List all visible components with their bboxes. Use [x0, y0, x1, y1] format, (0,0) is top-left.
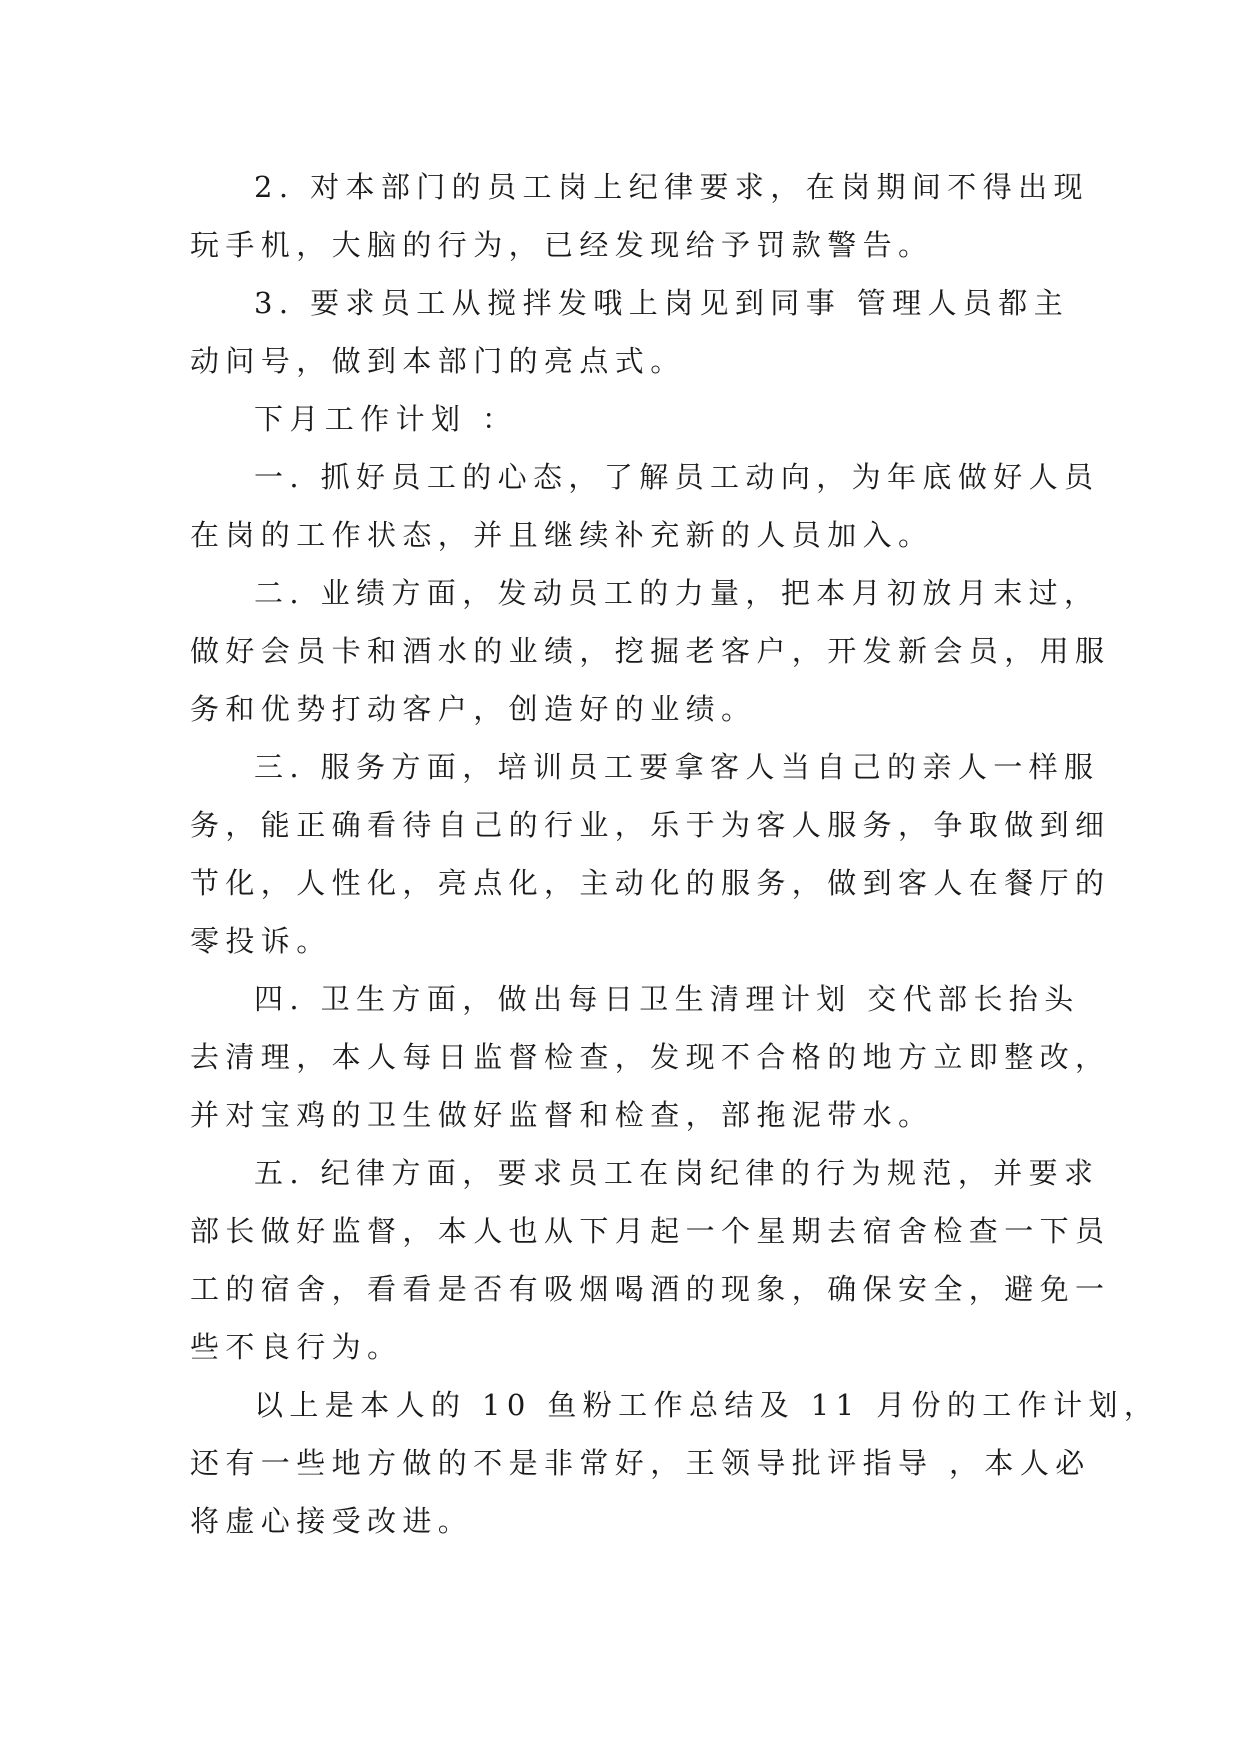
text-line: 四. 卫生方面，做出每日卫生清理计划 交代部长抬头 [254, 982, 1080, 1016]
text-line: 3. 要求员工从搅拌发哦上岗见到同事 管理人员都主 [254, 286, 1070, 320]
paragraph-plan-performance [190, 564, 1111, 738]
text-line: 一. 抓好员工的心态，了解员工动向，为年底做好人员 [254, 460, 1100, 494]
text-line: 还有一些地方做的不是非常好，王领导批评指导 ，本人必 [190, 1446, 1091, 1480]
paragraph-plan-hygiene [190, 970, 1111, 1144]
text-line: 动问号，做到本部门的亮点式。 [190, 344, 686, 378]
text-line: 将虚心接受改进。 [190, 1504, 474, 1538]
text-line: 去清理，本人每日监督检查，发现不合格的地方立即整改， [190, 1040, 1111, 1074]
text-line: 在岗的工作状态，并且继续补充新的人员加入。 [190, 518, 934, 552]
text-line: 节化，人性化，亮点化，主动化的服务，做到客人在餐厅的 [190, 866, 1111, 900]
text-line: 二. 业绩方面，发动员工的力量，把本月初放月末过， [254, 576, 1100, 610]
text-line: 玩手机，大脑的行为，已经发现给予罚款警告。 [190, 228, 934, 262]
text-line: 务和优势打动客户，创造好的业绩。 [190, 692, 757, 726]
text-line: 工的宿舍，看看是否有吸烟喝酒的现象，确保安全，避免一 [190, 1272, 1111, 1306]
text-line: 三. 服务方面，培训员工要拿客人当自己的亲人一样服 [254, 750, 1100, 784]
text-line: 五. 纪律方面，要求员工在岗纪律的行为规范，并要求 [254, 1156, 1100, 1190]
paragraph-greeting-requirement [190, 274, 1070, 390]
document-body [190, 158, 1160, 1550]
text-line: 零投诉。 [190, 924, 332, 958]
text-line: 以上是本人的 10 鱼粉工作总结及 11 月份的工作计划， [254, 1388, 1160, 1422]
paragraph-plan-discipline [190, 1144, 1111, 1376]
paragraph-plan-staff-attitude [190, 448, 1100, 564]
text-line: 做好会员卡和酒水的业绩，挖掘老客户，开发新会员，用服 [190, 634, 1111, 668]
text-line: 些不良行为。 [190, 1330, 403, 1364]
text-line: 部长做好监督，本人也从下月起一个星期去宿舍检查一下员 [190, 1214, 1111, 1248]
paragraph-plan-service [190, 738, 1111, 970]
text-line: 2. 对本部门的员工岗上纪律要求，在岗期间不得出现 [254, 170, 1089, 204]
paragraph-conclusion [190, 1376, 1160, 1550]
section-heading-next-month-plan [190, 390, 1060, 448]
text-line: 务，能正确看待自己的行业，乐于为客人服务，争取做到细 [190, 808, 1111, 842]
paragraph-discipline-requirement [190, 158, 1089, 274]
text-line: 并对宝鸡的卫生做好监督和检查，部拖泥带水。 [190, 1098, 934, 1132]
text-line: 下月工作计划 ： [254, 402, 518, 436]
